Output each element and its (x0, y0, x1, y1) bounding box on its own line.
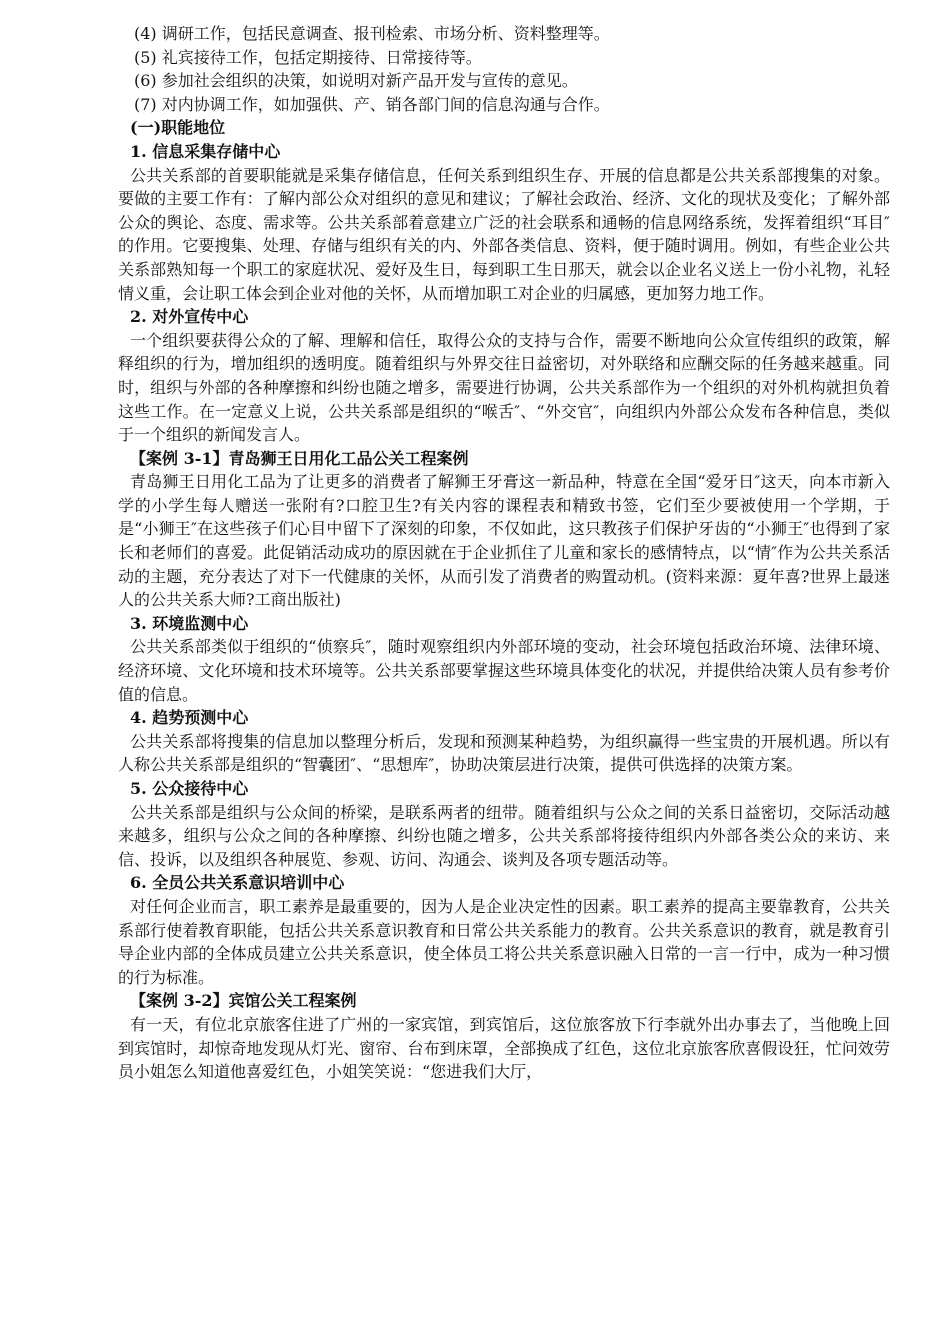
heading-reception-center: 5. 公众接待中心 (130, 779, 249, 798)
heading-training-center: 6. 全员公共关系意识培训中心 (130, 873, 345, 893)
heading-info-center: 1. 信息采集存储中心 (130, 141, 281, 161)
list-item-5: (5) 礼宾接待工作，包括定期接待、日常接待等。 (134, 47, 482, 67)
paragraph-info-center: 公共关系部的首要职能就是采集存储信息，任何关系到组织生存、开展的信息都是公共关系部搜集的对象。要做的主要工作有：了解内部公众对组织的意见和建议；了解社会政治、经济、文化的现状及变化；了解外部公众的舆论、态度、需求等。公共关系部着意建立广泛的社会联系和通畅的信息网络系统，发挥着组织“耳目″的作用。它要搜集、处理、存储与组织有关的内、外部各类信息、资料，便于随时调用。例如，有些企业公共关系部熟知每一个职工的家庭状况、爱好及生日，每到职工生日那天，就会以企业名义送上一份小礼物，礼轻情义重，会让职工体会到企业对他的关怀，从而增加职工对企业的归属感，更加努力地工作。 (118, 165, 890, 303)
heading-trend-center: 4. 趋势预测中心 (130, 708, 249, 728)
list-item-6: (6) 参加社会组织的决策，如说明对新产品开发与宣传的意见。 (134, 71, 578, 91)
heading-environment-center: 3. 环境监测中心 (130, 613, 249, 633)
list-item-7: (7) 对内协调工作，如加强供、产、销各部门间的信息沟通与合作。 (134, 94, 610, 114)
paragraph-reception-center: 公共关系部是组织与公众间的桥梁，是联系两者的纽带。随着组织与公众之间的关系日益密切，交际活动越来越多，组织与公众之间的各种摩擦、纠纷也随之增多，公共关系部将接待组织内外部各类公众的来访、来信、投诉，以及组织各种展览、参观、访问、沟通会、谈判及各项专题活动等。 (118, 802, 890, 869)
case-3-1-body: 青岛狮王日用化工品为了让更多的消费者了解狮王牙膏这一新品种，特意在全国“爱牙日″这天，向本市新入学的小学生每人赠送一张附有?口腔卫生?有关内容的课程表和精致书签，它们至少要被使用一个学期，于是“小狮王″在这些孩子们心目中留下了深刻的印象，不仅如此，这只教孩子们保护牙齿的“小狮王″也得到了家长和老师们的喜爱。此促销活动成功的原因就在于企业抓住了儿童和家长的感情特点，以“情″作为公共关系活动的主题，充分表达了对下一代健康的关怀，从而引发了消费者的购置动机。(资料来源：夏年喜?世界上最迷人的公共关系大师?工商出版社) (118, 472, 890, 610)
paragraph-publicity-center: 一个组织要获得公众的了解、理解和信任，取得公众的支持与合作，需要不断地向公众宣传组织的政策，解释组织的行为，增加组织的透明度。随着组织与外界交往日益密切，对外联络和应酬交际的任务越来越重。同时，组织与外部的各种摩擦和纠纷也随之增多，需要进行协调，公共关系部作为一个组织的对外机构就担负着这些工作。在一定意义上说，公共关系部是组织的“喉舌″、“外交官″，向组织内外部公众发布各种信息，类似于一个组织的新闻发言人。 (118, 330, 890, 445)
paragraph-environment-center: 公共关系部类似于组织的“侦察兵″，随时观察组织内外部环境的变动，社会环境包括政治环境、法律环境、经济环境、文化环境和技术环境等。公共关系部要掌握这些环境具体变化的状况，并提供给决策人员有参考价值的信息。 (118, 637, 890, 704)
paragraph-trend-center: 公共关系部将搜集的信息加以整理分析后，发现和预测某种趋势，为组织赢得一些宝贵的开展机遇。所以有人称公共关系部是组织的“智囊团″、“思想库″，协助决策层进行决策，提供可供选择的决策方案。 (118, 731, 890, 775)
section-heading: (一)职能地位 (130, 118, 226, 138)
paragraph-training-center: 对任何企业而言，职工素养是最重要的，因为人是企业决定性的因素。职工素养的提高主要靠教育，公共关系部行使着教育职能，包括公共关系意识教育和日常公共关系能力的教育。公共关系意识的教育，就是教育引导企业内部的全体成员建立公共关系意识，使全体员工将公共关系意识融入日常的一言一行中，成为一种习惯的行为标准。 (118, 896, 890, 987)
case-3-2-body: 有一天，有位北京旅客住进了广州的一家宾馆，到宾馆后，这位旅客放下行李就外出办事去了，当他晚上回到宾馆时，却惊奇地发现从灯光、窗帘、台布到床罩，全部换成了红色，这位北京旅客欣喜假设狂，忙问效劳员小姐怎么知道他喜爱红色，小姐笑笑说：“您进我们大厅， (118, 1014, 890, 1082)
case-3-2-title: 【案例 3-2】宾馆公关工程案例 (130, 991, 357, 1011)
heading-publicity-center: 2. 对外宣传中心 (130, 307, 249, 327)
case-3-1-title: 【案例 3-1】青岛狮王日用化工品公关工程案例 (130, 448, 469, 468)
list-item-4: (4) 调研工作，包括民意调查、报刊检索、市场分析、资料整理等。 (134, 24, 610, 43)
